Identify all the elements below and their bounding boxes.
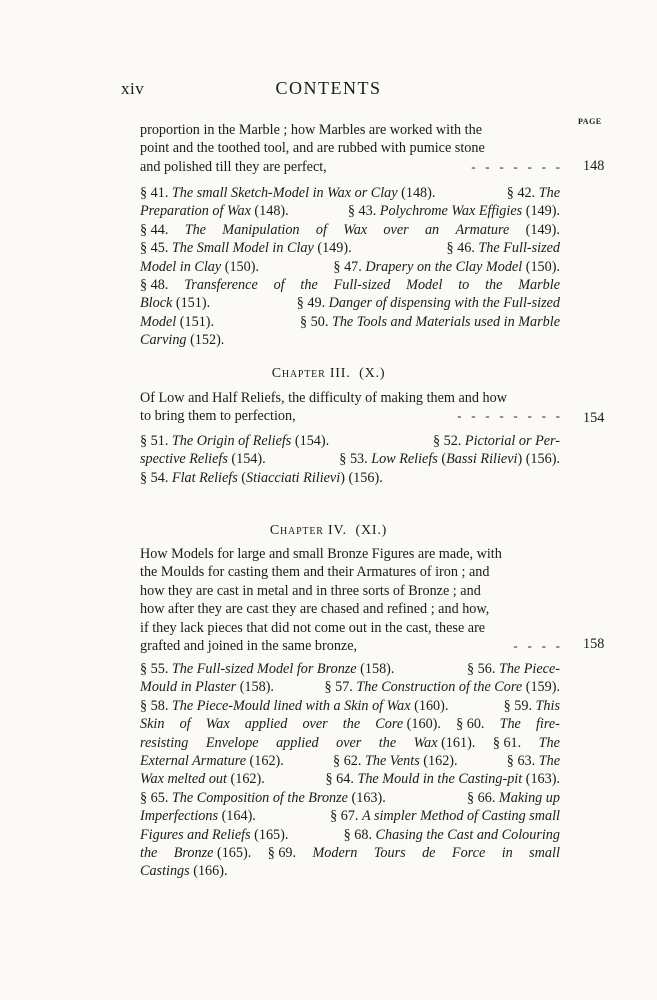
section-line: Preparation of Wax (148). § 43. Polychrome Wax Effigies (149). [140, 203, 560, 220]
summary-line: proportion in the Marble ; how Marbles are worked with the [140, 122, 482, 138]
page-column-label: PAGE [578, 117, 602, 126]
summary-line: How Models for large and small Bronze Figures are made, with [140, 546, 502, 562]
chapter-iv-summary [140, 545, 560, 655]
chapter-iii-summary [140, 389, 560, 426]
summary-line: grafted and joined in the same bronze, - - - - [140, 638, 560, 655]
section-line: resisting Envelope applied over the Wax (161). § 61. The [140, 734, 560, 751]
running-title: CONTENTS [275, 78, 382, 98]
sections-41-50 [140, 184, 560, 350]
section-line: Carving (152). [140, 332, 225, 349]
section-line: Mould in Plaster (158). § 57. The Construction of the Core (159). [140, 679, 560, 696]
page-number: 158 [583, 636, 605, 652]
summary-line: to bring them to perfection, - - - - - - - - [140, 408, 560, 425]
chapter-iii-heading: Chapter III. (X.) [271, 366, 386, 381]
section-line: § 41. The small Sketch-Model in Wax or Clay (148). § 42. The [140, 185, 560, 201]
section-line: spective Reliefs (154). § 53. Low Reliefs (Bassi Rilievi) (156). [140, 451, 560, 468]
sections-51-54 [140, 432, 560, 487]
chapter-ii-summary-tail [140, 121, 560, 176]
section-line: § 54. Flat Reliefs (Stiacciati Rilievi) (156). [140, 469, 383, 486]
sections-55-69 [140, 660, 560, 881]
section-line: § 55. The Full-sized Model for Bronze (158). § 56. The Piece- [140, 661, 560, 677]
chapter-iv-heading: Chapter IV. (XI.) [269, 523, 388, 538]
summary-line: point and the toothed tool, and are rubbed with pumice stone [140, 140, 485, 157]
page-number: 148 [583, 158, 605, 174]
summary-line: Of Low and Half Reliefs, the difficulty of making them and how [140, 390, 507, 406]
section-line: § 58. The Piece-Mould lined with a Skin of Wax (160). § 59. This [140, 697, 560, 714]
section-line: Block (151). § 49. Danger of dispensing with the Full-sized [140, 295, 560, 312]
page-number: 154 [583, 410, 605, 426]
summary-line: and polished till they are perfect, - - - - - - - [140, 158, 560, 175]
summary-line: if they lack pieces that did not come out in the cast, these are [140, 619, 486, 636]
section-line: External Armature (162). § 62. The Vents (162). § 63. The [140, 753, 560, 770]
summary-line: how after they are cast they are chased and refined ; and how, [140, 601, 490, 618]
section-line: Skin of Wax applied over the Core (160). § 60. The fire- [140, 716, 560, 733]
section-line: § 65. The Composition of the Bronze (163). § 66. Making up [140, 789, 560, 806]
section-line: Model (151). § 50. The Tools and Materials used in Marble [140, 313, 560, 330]
section-line: § 51. The Origin of Reliefs (154). § 52. Pictorial or Per- [140, 433, 560, 449]
summary-line: the Moulds for casting them and their Armatures of iron ; and [140, 564, 490, 581]
section-line: the Bronze (165). § 69. Modern Tours de Force in small [140, 845, 560, 862]
section-line: Model in Clay (150). § 47. Drapery on the Clay Model (150). [140, 258, 560, 275]
section-line: § 44. The Manipulation of Wax over an Armature (149). [140, 221, 560, 238]
section-line: Figures and Reliefs (165). § 68. Chasing the Cast and Colouring [140, 826, 560, 843]
section-line: Wax melted out (162). § 64. The Mould in the Casting-pit (163). [140, 771, 560, 788]
section-line: Imperfections (164). § 67. A simpler Method of Casting small [140, 808, 560, 825]
summary-line: how they are cast in metal and in three sorts of Bronze ; and [140, 582, 481, 599]
page-folio: xiv [121, 79, 145, 98]
section-line: Castings (166). [140, 863, 228, 880]
section-line: § 45. The Small Model in Clay (149). § 46. The Full-sized [140, 240, 560, 257]
section-line: § 48. Transference of the Full-sized Model to the Marble [140, 277, 560, 294]
